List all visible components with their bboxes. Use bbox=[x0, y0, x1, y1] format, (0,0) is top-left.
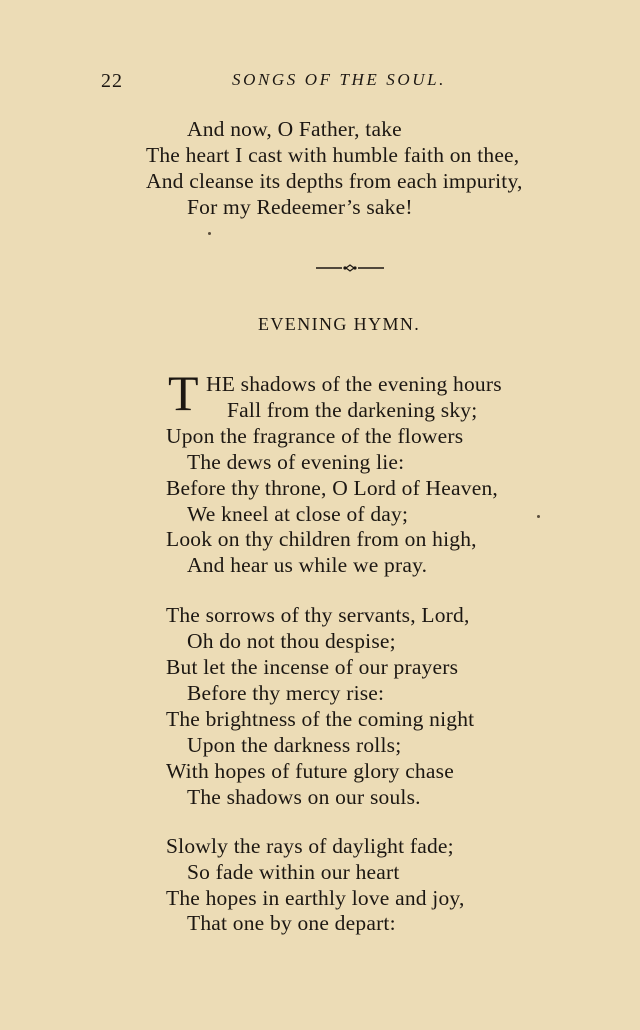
poem-title: EVENING HYMN. bbox=[258, 314, 421, 334]
verse-line: HE shadows of the evening hours bbox=[206, 372, 502, 396]
paper-speck bbox=[208, 232, 211, 235]
paper-speck bbox=[537, 515, 540, 518]
verse-line: But let the incense of our prayers bbox=[166, 655, 459, 679]
verse-line: Fall from the darkening sky; bbox=[227, 398, 478, 422]
verse-line: The dews of evening lie: bbox=[187, 450, 405, 474]
verse-line: That one by one depart: bbox=[187, 911, 396, 935]
verse-line: Before thy mercy rise: bbox=[187, 681, 385, 705]
verse-line: The hopes in earthly love and joy, bbox=[166, 886, 465, 910]
running-head: SONGS OF THE SOUL. bbox=[232, 70, 446, 89]
ornament-divider bbox=[316, 262, 384, 274]
verse-line: The heart I cast with humble faith on thee, bbox=[146, 143, 520, 167]
verse-line: The shadows on our souls. bbox=[187, 785, 421, 809]
verse-line: The sorrows of thy servants, Lord, bbox=[166, 603, 470, 627]
verse-line: And hear us while we pray. bbox=[187, 553, 428, 577]
verse-line: Look on thy children from on high, bbox=[166, 527, 477, 551]
verse-line: Upon the fragrance of the flowers bbox=[166, 424, 464, 448]
verse-line: And now, O Father, take bbox=[187, 117, 402, 141]
verse-line: Oh do not thou despise; bbox=[187, 629, 396, 653]
verse-line: We kneel at close of day; bbox=[187, 502, 409, 526]
page-number: 22 bbox=[101, 70, 123, 92]
verse-line: And cleanse its depths from each impurity, bbox=[146, 169, 523, 193]
drop-cap: T bbox=[168, 365, 199, 421]
verse-line: So fade within our heart bbox=[187, 860, 400, 884]
verse-line: With hopes of future glory chase bbox=[166, 759, 454, 783]
verse-line: Before thy throne, O Lord of Heaven, bbox=[166, 476, 498, 500]
verse-line: Upon the darkness rolls; bbox=[187, 733, 402, 757]
verse-line: The brightness of the coming night bbox=[166, 707, 475, 731]
verse-line: For my Redeemer’s sake! bbox=[187, 195, 413, 219]
verse-line: Slowly the rays of daylight fade; bbox=[166, 834, 454, 858]
